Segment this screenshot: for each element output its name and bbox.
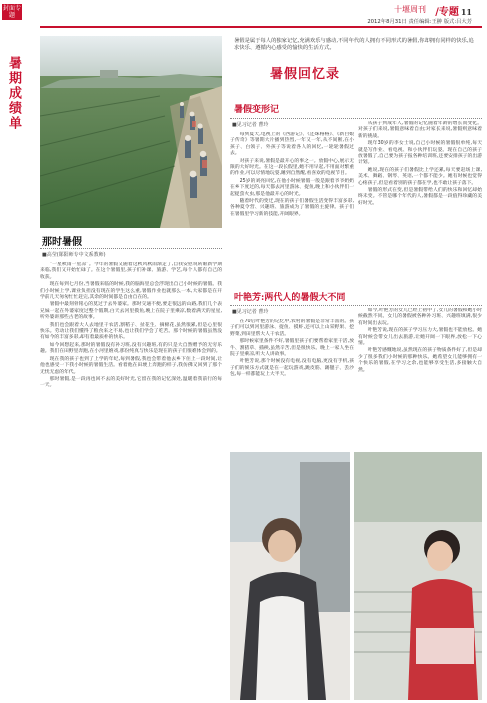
summer-photo-art [40,36,222,228]
article2-paragraph: 从孩子到成年人,暑假的记忆随着年龄的增长而变化。对孩子们来说,暑假意味着自由;对家长来说,暑假则意味着新的挑战。 [358,121,482,139]
article2-paragraph: 25岁的刘亮回忆,在他小时候暑假一般是跟着爷爷奶奶在乡下度过的,每天都去河里游泳、捉鱼,晚上和小伙伴们一起捉萤火虫,那是他最开心的时光。 [230,178,354,197]
article1-paragraph: “一星秋雨一星凉”。今年的暑假又随着这秋风秋雨渐走了,自我安慰说转眼新学期来临,我们又开始忙碌了。在这个暑假里,孩子们补课、旅游、学艺,每个人都有自己的收获。 [40,262,222,280]
article3-paragraph: 那时候家里条件不好,暑假里孩子们要帮着家里干活,放牛、割猪草、插秧,虽然辛苦,但是很快乐。晚上一家人坐在院子里乘凉,听大人讲故事。 [230,339,354,358]
mother-photo-art [230,452,350,700]
intro-box [230,36,482,86]
article1-title: 那时暑假 [42,237,82,248]
section-label: 专题 [438,7,459,18]
article2-paragraph: 随着时代的变迁,现在的孩子们暑假生活变得丰富多彩,各种夏令营、兴趣班、旅游成为了暑假的主旋律。孩子们在暑假里学习新的技能,开阔眼界。 [230,199,354,217]
article1-paragraph: 暑假中最刻骨铭心的莫过于去外婆家。那时交通不便,要走很远的山路,我们几个表兄妹一起在外婆家度过整个假期,白天去河里摸鱼,晚上在院子里乘凉,数着满天的星星,听外婆讲那些古老的故事。 [40,302,222,321]
article3-divider [230,305,482,306]
section-title: 暑期成绩单 [6,56,21,131]
daughter-photo-art [354,452,482,700]
article1-divider [40,248,222,249]
article1-paragraph: 现在我的孩子也到了上学的年纪,每到暑假,我也会带着他去乡下住上一段时间,让他也感受一下我小时候的暑假生活。看着他在田埂上奔跑的样子,我仿佛又回到了那个无忧无虑的年代。 [40,356,222,375]
article2-byline: ■见习记者 曹玲 [232,122,269,128]
dateline: 2012年8月31日 责任编辑:王翀 版式:吕大芳 [367,19,472,25]
article3-paragraph: 如今,叶艳芳的女儿已经上初中了,女儿的暑假和她小时候截然不同。女儿的暑假被各种补习班、兴趣班填满,很少有时间出去玩。 [358,308,482,326]
article3-title: 叶艳芳:两代人的暑假大不同 [234,293,346,303]
article1-body [40,262,222,696]
section-divider: / [435,7,439,18]
article1-paragraph: 我们也会跟着大人去地里干农活,割稻子、扯花生、摘棉花,虽然很累,但是心里很快乐。劳动让我们懂得了粮食来之不易,也让我们学会了吃苦。那个时候的暑假虽然没有如今的丰富多彩,却有着最质朴的快乐。 [40,322,222,341]
article1-byline: ■高莹(郧阳师专中文系教师) [42,252,106,258]
article2-paragraph: 每到夏天,电视上的《西游记》、《还珠格格》、《新白娘子传奇》等暑期大片播到热烈,一年又一年,从不间断,在小孩子、白领子、外孩子等说着各人的回忆,一轮轮暑假过去。 [230,132,354,157]
article2-paragraph: 现年30岁的李女士说,自己小时候的暑假很单纯,每天就是写作业、看电视、和小伙伴们玩耍。现在自己的孩子放暑假了,自己要为孩子报各种培训班,还要安排孩子的出游计划。 [358,141,482,166]
article2-paragraph: 她说,现在的孩子们暑假比上学还累,每天要赶场上课,美术、舞蹈、钢琴、英语,一个都不能少。她有时候也觉得心疼孩子,但是看着别的孩子都在学,也不敢让孩子落下。 [358,167,482,186]
article2-divider [230,118,482,119]
article3-col1 [230,319,354,447]
paper-name: 十堰周刊 [394,5,426,14]
article3-paragraph: 叶艳芳说,现在的孩子学习压力大,暑假也不能放松。她有时候会带女儿出去旅游,让她开阔一下眼界,放松一下心情。 [358,328,482,347]
section-tag: 封面专题 [2,5,21,19]
summer-photo [40,36,222,228]
article3-paragraph: 叶艳芳感慨地说,虽然现在的孩子物质条件好了,但是却少了很多我们小时候的那种快乐。她希望女儿能够拥有一个快乐的暑假,在学习之余,也能够享受生活,多接触大自然。 [358,348,482,373]
article3-paragraph: 叶艳芳说,那个时候没有电视,没有电脑,更没有手机,孩子们的娱乐方式就是在一起玩游戏,跳皮筋、踢毽子、丢沙包,每一样都能玩上大半天。 [230,359,354,378]
article1-paragraph: 如今回想起来,那时的暑假没有补习班,没有兴趣班,有的只是大自然赠予的无穷乐趣。我们在田野里奔跑,在小河里嬉戏,那份纯真与快乐是现在的孩子们很难体会到的。 [40,342,222,355]
daughter-photo [354,452,482,700]
article2-col1 [230,132,354,282]
article2-title: 暑假变形记 [234,105,280,115]
header-rule [40,26,482,28]
article1-paragraph: 现在每到七月份,当暑假来临的时候,我的脑海里总会浮现出自己小时候的暑假。我们小时候上学,课业负担没有现在的学生这么重,暑假作业也就那么一本,大家都是在开学前几天匆匆忙忙赶完,其余的时间都是自由自在的。 [40,282,222,301]
article2-paragraph: 暑假的形式在变,但是暑假带给人们的快乐和回忆却始终未变。不管是哪个年代的人,暑假都是一段值得珍藏的美好时光。 [358,188,482,206]
article3-paragraph: 在70后叶艳芳的记忆中,农村的暑假是非常丰富的。孩子们可以到河里游泳、捉鱼、摸虾,还可以上山采野果、挖野菜,到田里帮大人干农活。 [230,319,354,337]
article2-paragraph: 对孩子来说,暑假是最开心的事之一。放假中心,展示无限的大好时光。在这一段长假里,她不用早起,不用面对繁重的作业,可以尽情地玩耍,睡到自然醒,看喜欢的电视节目。 [230,158,354,177]
article3-byline: ■见习记者 曹玲 [232,309,269,315]
article1-paragraph: 那时暑假,是一段再也回不去的美好时光,它留在我的记忆深处,温暖着我前行的每一天。 [40,376,222,389]
mother-photo [230,452,350,700]
article3-col2 [358,308,482,447]
intro-text: 暑假是属于每人的独家记忆,充满欢乐与感动,不同年代的人拥有不同形式的暑假,你却拥有同样的快乐,追求快乐、遵循内心感受的愉快的生活方式。 [234,38,474,51]
section-label-wrap [435,3,472,18]
masthead [230,4,482,26]
page-number: 11 [460,7,472,17]
intro-kicker: 暑假回忆录 [270,67,341,82]
article2-col2 [358,121,482,282]
